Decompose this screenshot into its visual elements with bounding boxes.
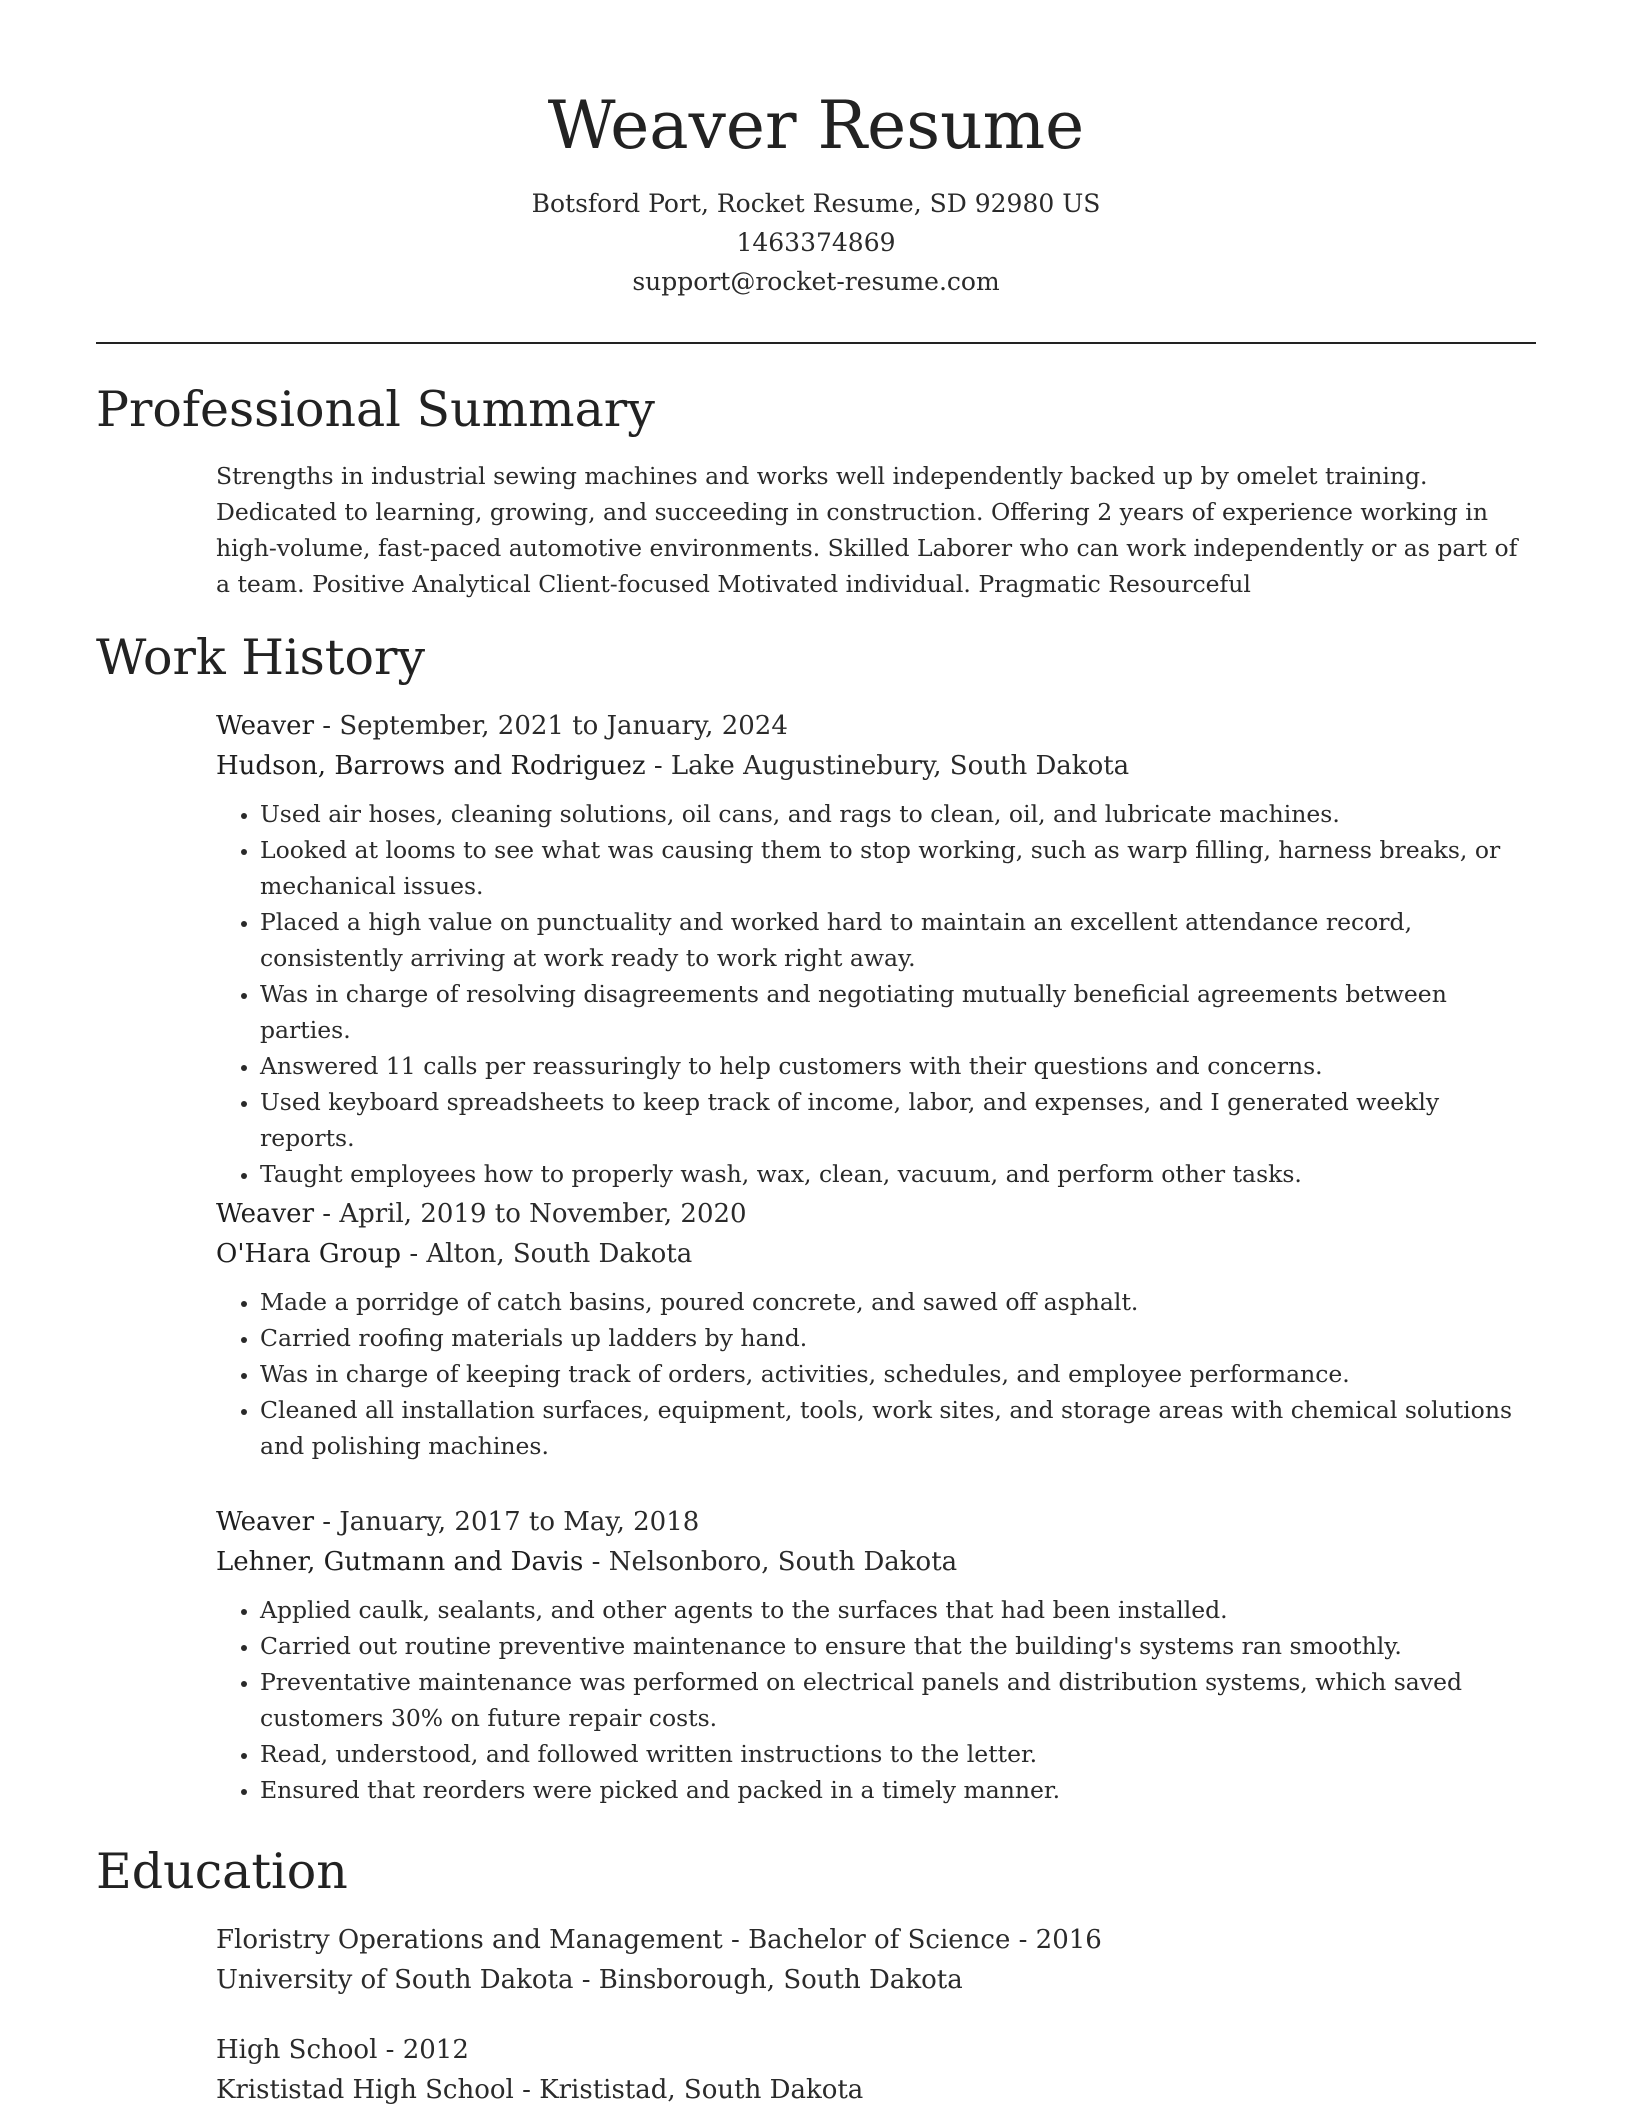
job-location: Alton, South Dakota (426, 1239, 693, 1269)
education-school-line (216, 2070, 1536, 2110)
job-title: Weaver (216, 711, 314, 741)
separator: - (513, 2075, 540, 2105)
job-bullet: • Preventative maintenance was performed on electrical panels and distribution systems, which saved customers 30% on future repair costs. (260, 1664, 1536, 1736)
job-bullet: • Used air hoses, cleaning solutions, oil cans, and rags to clean, oil, and lubricate machines. (260, 796, 1536, 832)
job-company-line (216, 746, 1536, 786)
education-location: Binsborough, South Dakota (598, 1965, 963, 1995)
job-entry (216, 1194, 1536, 1464)
contact-phone: 1463374869 (736, 228, 896, 257)
job-title-line (216, 1502, 1536, 1542)
job-title-line (216, 1194, 1536, 1234)
job-bullet: • Ensured that reorders were picked and packed in a timely manner. (260, 1772, 1536, 1808)
job-bullet: • Read, understood, and followed written instructions to the letter. (260, 1736, 1536, 1772)
education-school: Krististad High School (216, 2075, 514, 2105)
separator: - (573, 1965, 599, 1995)
education-location: Krististad, South Dakota (539, 2075, 864, 2105)
separator: - (314, 711, 340, 741)
job-bullet: • Cleaned all installation surfaces, equipment, tools, work sites, and storage areas with chemical solutions and polishing machines. (260, 1392, 1536, 1464)
education-entry (216, 2030, 1536, 2110)
job-company-line (216, 1542, 1536, 1582)
contact-address: Botsford Port, Rocket Resume, SD 92980 US (531, 189, 1101, 218)
job-bullet: • Placed a high value on punctuality and worked hard to maintain an excellent attendance record, consistently arriving at work ready to work right away. (260, 904, 1536, 976)
job-bullet: • Used keyboard spreadsheets to keep track of income, labor, and expenses, and I generated weekly reports. (260, 1084, 1536, 1156)
resume-header (96, 84, 1536, 301)
job-bullet: • Made a porridge of catch basins, poured concrete, and sawed off asphalt. (260, 1284, 1536, 1320)
job-bullet: • Looked at looms to see what was causing them to stop working, such as warp filling, harness breaks, or mechanical issues. (260, 832, 1536, 904)
education-school-line (216, 1960, 1536, 2000)
job-location: Lake Augustinebury, South Dakota (670, 751, 1130, 781)
job-entry (216, 1502, 1536, 1808)
job-company: Lehner, Gutmann and Davis (216, 1547, 584, 1577)
job-title-line (216, 706, 1536, 746)
job-bullets (216, 1592, 1536, 1808)
job-bullet: • Taught employees how to properly wash, wax, clean, vacuum, and perform other tasks. (260, 1156, 1536, 1192)
job-company-line (216, 1234, 1536, 1274)
job-dates: September, 2021 to January, 2024 (339, 711, 788, 741)
job-dates: April, 2019 to November, 2020 (339, 1199, 747, 1229)
job-bullet: • Carried out routine preventive maintenance to ensure that the building's systems ran smoothly. (260, 1628, 1536, 1664)
education-degree-line: High School - 2012 (216, 2035, 469, 2065)
job-company: Hudson, Barrows and Rodriguez (216, 751, 646, 781)
separator: - (314, 1507, 340, 1537)
job-location: Nelsonboro, South Dakota (608, 1547, 958, 1577)
job-dates: January, 2017 to May, 2018 (339, 1507, 700, 1537)
job-bullets (216, 796, 1536, 1192)
separator: - (401, 1239, 427, 1269)
job-title: Weaver (216, 1507, 314, 1537)
education-heading: Education (96, 1843, 348, 1900)
job-bullet: • Was in charge of resolving disagreements and negotiating mutually beneficial agreements between parties. (260, 976, 1536, 1048)
job-bullet: • Applied caulk, sealants, and other agents to the surfaces that had been installed. (260, 1592, 1536, 1628)
job-title: Weaver (216, 1199, 314, 1229)
job-bullet: • Answered 11 calls per reassuringly to help customers with their questions and concerns. (260, 1048, 1536, 1084)
separator: - (314, 1199, 340, 1229)
separator: - (645, 751, 671, 781)
summary-text: Strengths in industrial sewing machines and works well independently backed up by omelet training. Dedicated to learning, growing, and succeeding in construction. Offering 2 years of experience working in high-volume, fast-paced automotive environments. Skilled Laborer who can work independently or as part of a team. Positive Analytical Client-focused Motivated individual. Pragmatic Resourceful (216, 462, 1518, 598)
job-bullet: • Carried roofing materials up ladders by hand. (260, 1320, 1536, 1356)
summary-heading: Professional Summary (96, 381, 655, 438)
job-company: O'Hara Group (216, 1239, 402, 1269)
work-history-heading: Work History (96, 629, 426, 686)
job-bullet: • Was in charge of keeping track of orders, activities, schedules, and employee performance. (260, 1356, 1536, 1392)
job-bullets (216, 1284, 1536, 1464)
contact-email: support@rocket-resume.com (632, 267, 1000, 296)
education-school: University of South Dakota (216, 1965, 574, 1995)
separator: - (583, 1547, 609, 1577)
resume-name: Weaver Resume (547, 87, 1085, 164)
job-entry (216, 706, 1536, 1192)
header-divider (96, 342, 1536, 344)
education-entry (216, 1920, 1536, 2000)
education-degree-line: Floristry Operations and Management - Bachelor of Science - 2016 (216, 1925, 1102, 1955)
